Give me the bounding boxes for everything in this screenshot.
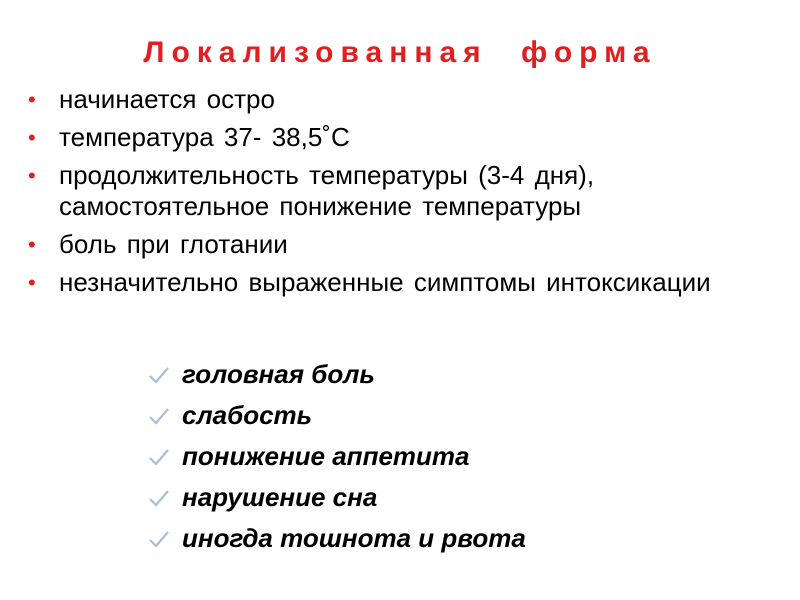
bullet-dot-icon: •: [28, 232, 36, 257]
bullet-text: температура 37- 38,5˚С: [59, 122, 350, 152]
bullet-text: боль при глотании: [59, 229, 288, 259]
symptom-list: [148, 356, 526, 561]
checkmark-icon: [148, 529, 170, 549]
slide-title: Локализованная форма: [143, 36, 657, 69]
symptom-text: слабость: [182, 400, 313, 430]
bullet-item: [28, 84, 768, 115]
symptom-text: иногда тошнота и рвота: [182, 523, 526, 553]
bullet-text: незначительно выраженные симптомы интоксикации: [59, 267, 711, 297]
symptom-item: [148, 438, 526, 479]
symptom-text: нарушение сна: [182, 482, 378, 512]
symptom-text: понижение аппетита: [182, 441, 470, 471]
symptom-item: [148, 356, 526, 397]
bullet-text: продолжительность температуры (3-4 дня), самостоятельное понижение температуры: [59, 160, 595, 221]
bullet-item: [28, 229, 768, 260]
checkmark-icon: [148, 406, 170, 426]
bullet-item: [28, 160, 768, 222]
bullet-dot-icon: •: [28, 270, 36, 295]
symptom-item: [148, 479, 526, 520]
bullet-list: [28, 84, 768, 305]
checkmark-icon: [148, 447, 170, 467]
bullet-dot-icon: •: [28, 87, 36, 112]
bullet-text: начинается остро: [59, 84, 275, 114]
bullet-item: [28, 267, 768, 298]
bullet-dot-icon: •: [28, 125, 36, 150]
checkmark-icon: [148, 365, 170, 385]
symptom-text: головная боль: [182, 359, 375, 389]
symptom-item: [148, 520, 526, 561]
symptom-item: [148, 397, 526, 438]
checkmark-icon: [148, 488, 170, 508]
bullet-dot-icon: •: [28, 163, 36, 188]
bullet-item: [28, 122, 768, 153]
